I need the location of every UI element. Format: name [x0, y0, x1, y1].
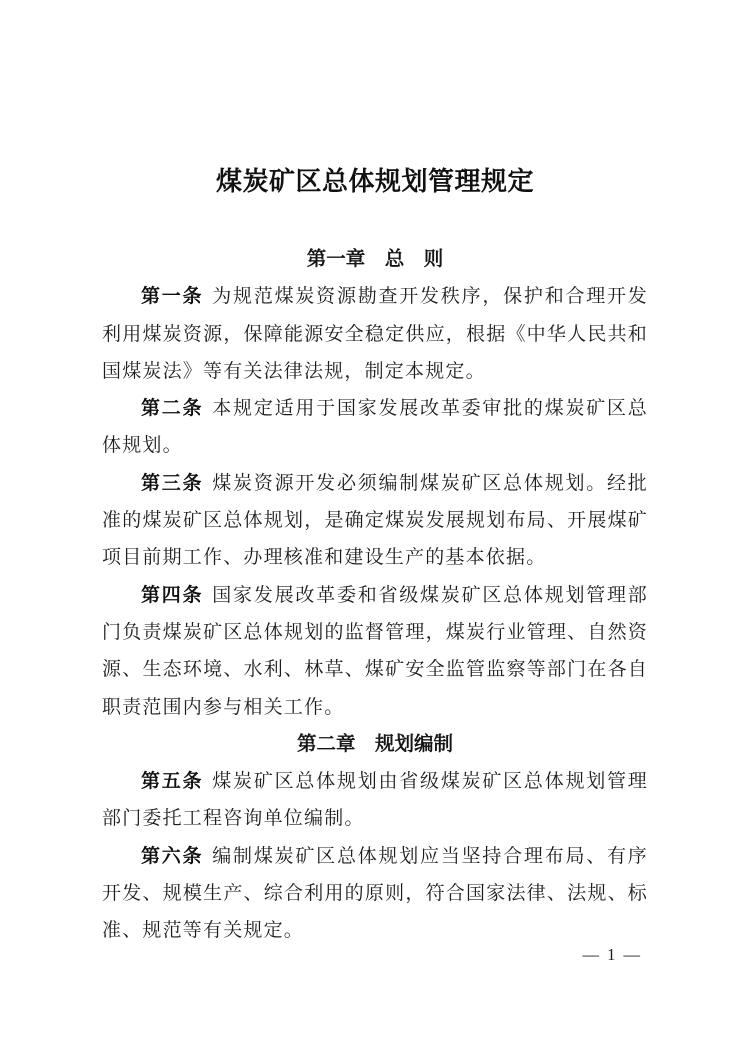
chapter-heading-1: 第一章 总 则 — [306, 248, 444, 270]
article-text-3: 煤炭资源开发必须编制煤炭矿区总体规划。经批准的煤炭矿区总体规划，是确定煤炭发展规划布局、开展煤矿项目前期工作、办理核准和建设生产的基本依据。 — [102, 472, 649, 569]
article-paragraph-3 — [102, 465, 648, 577]
chapter-heading-2: 第二章 规划编制 — [296, 732, 453, 755]
article-text-4: 国家发展改革委和省级煤炭矿区总体规划管理部门负责煤炭矿区总体规划的监督管理，煤炭行业管理、自然资源、生态环境、水利、林草、煤矿安全监管监察等部门在各自职责范围内参与相关工作。 — [102, 584, 649, 718]
article-paragraph-5 — [102, 763, 648, 838]
article-paragraph-1 — [102, 278, 648, 390]
page-number: — 1 — — [582, 945, 642, 964]
article-label-1: 第一条 — [140, 286, 204, 308]
article-label-2: 第二条 — [140, 398, 204, 420]
article-paragraph-4 — [102, 577, 648, 726]
article-text-1: 为规范煤炭资源勘查开发秩序，保护和合理开发利用煤炭资源，保障能源安全稳定供应，根据《中华人民共和国煤炭法》等有关法律法规，制定本规定。 — [102, 286, 649, 382]
article-text-5: 煤炭矿区总体规划由省级煤炭矿区总体规划管理部门委托工程咨询单位编制。 — [102, 771, 649, 830]
article-label-3: 第三条 — [140, 472, 204, 494]
document-title: 煤炭矿区总体规划管理规定 — [215, 167, 534, 196]
article-label-5: 第五条 — [140, 771, 204, 793]
article-label-6: 第六条 — [140, 845, 204, 867]
article-text-2: 本规定适用于国家发展改革委审批的煤炭矿区总体规划。 — [102, 398, 649, 457]
article-label-4: 第四条 — [140, 584, 204, 606]
article-paragraph-6 — [102, 838, 648, 950]
article-text-6: 编制煤炭矿区总体规划应当坚持合理布局、有序开发、规模生产、综合利用的原则，符合国家法律、法规、标准、规范等有关规定。 — [102, 845, 649, 942]
article-paragraph-2 — [102, 390, 648, 465]
